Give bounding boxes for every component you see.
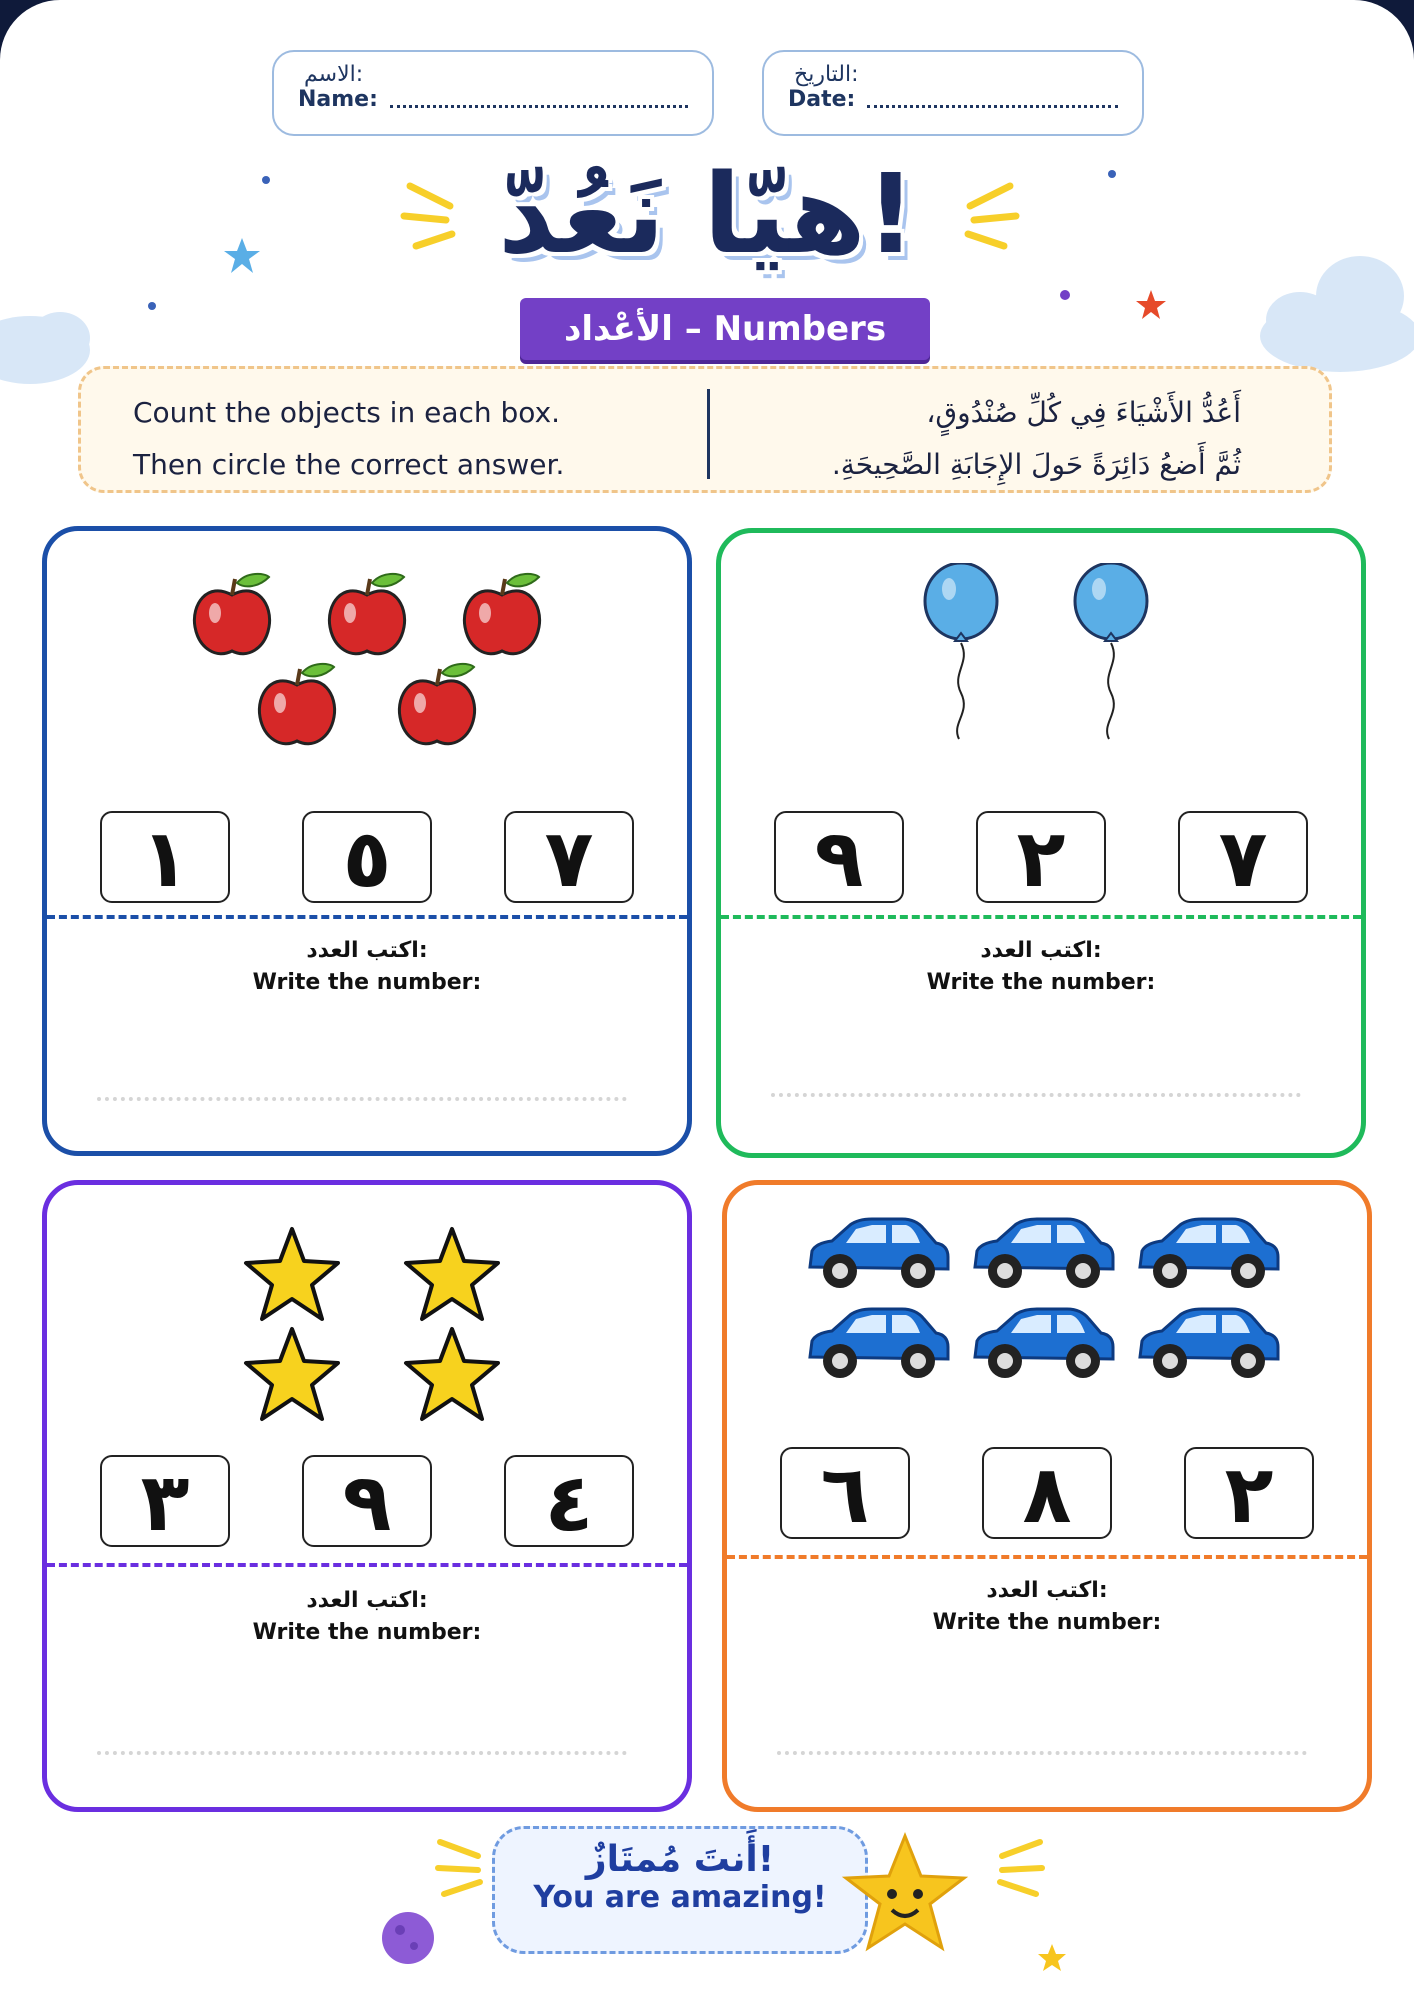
write-label-ar: اكتب العدد: bbox=[306, 938, 428, 963]
balloon-icon bbox=[921, 563, 1001, 743]
praise-banner bbox=[492, 1826, 868, 1954]
write-label-ar: اكتب العدد: bbox=[980, 938, 1102, 963]
apple-icon bbox=[457, 571, 547, 661]
cloud-left-icon bbox=[0, 290, 90, 400]
apple-icon bbox=[392, 661, 482, 751]
card-balloons bbox=[716, 528, 1366, 1158]
car-icon bbox=[802, 1215, 952, 1295]
choice-1[interactable]: ١ bbox=[100, 811, 230, 903]
choice-3[interactable]: ٧ bbox=[1178, 811, 1308, 903]
write-label bbox=[47, 1585, 687, 1649]
choices-row bbox=[721, 811, 1361, 903]
date-line[interactable] bbox=[867, 90, 1118, 108]
apple-icon bbox=[187, 571, 277, 661]
write-label-en: Write the number: bbox=[252, 970, 482, 995]
choices-row bbox=[727, 1447, 1367, 1539]
car-icon bbox=[967, 1215, 1117, 1295]
choice-1[interactable]: ٣ bbox=[100, 1455, 230, 1547]
smiling-star-icon bbox=[840, 1830, 970, 1960]
apple-icon bbox=[252, 661, 342, 751]
date-label-en: Date: bbox=[788, 87, 856, 112]
card-stars bbox=[42, 1180, 692, 1812]
name-field[interactable] bbox=[272, 50, 714, 136]
red-star-icon bbox=[1134, 288, 1168, 322]
instructions-en-line-1: Count the objects in each box. bbox=[133, 396, 561, 429]
card-apples bbox=[42, 526, 692, 1156]
answer-line[interactable] bbox=[777, 1751, 1307, 1755]
choices-row bbox=[47, 1455, 687, 1547]
choice-1[interactable]: ٩ bbox=[774, 811, 904, 903]
write-label bbox=[721, 935, 1361, 999]
instructions-ar-line-2: ثُمَّ أَضعُ دَائِرَةً حَولَ الإِجَابَةِ الصَّحِيحَةِ. bbox=[831, 448, 1241, 481]
choice-2[interactable]: ٨ bbox=[982, 1447, 1112, 1539]
balloon-icon bbox=[1071, 563, 1151, 743]
instructions-divider bbox=[707, 389, 710, 479]
car-icon bbox=[1132, 1305, 1282, 1385]
car-icon bbox=[1132, 1215, 1282, 1295]
sparkle-right-icon bbox=[986, 1834, 1046, 1904]
write-label bbox=[727, 1575, 1367, 1639]
write-label-en: Write the number: bbox=[926, 970, 1156, 995]
choice-2[interactable]: ٩ bbox=[302, 1455, 432, 1547]
date-field[interactable] bbox=[762, 50, 1144, 136]
card-divider bbox=[727, 1555, 1367, 1559]
write-label bbox=[47, 935, 687, 999]
name-label-ar: الاسم: bbox=[304, 62, 364, 87]
praise-ar: أَنتَ مُمتَازٌ! bbox=[585, 1839, 775, 1880]
planet-icon bbox=[380, 1910, 436, 1966]
write-label-en: Write the number: bbox=[252, 1620, 482, 1645]
answer-line[interactable] bbox=[97, 1751, 627, 1755]
apple-icon bbox=[322, 571, 412, 661]
star-icon bbox=[242, 1325, 342, 1425]
choice-2[interactable]: ٥ bbox=[302, 811, 432, 903]
dot-icon bbox=[1060, 290, 1070, 300]
name-label-en: Name: bbox=[298, 87, 378, 112]
choice-2[interactable]: ٢ bbox=[976, 811, 1106, 903]
star-icon bbox=[242, 1225, 342, 1325]
card-divider bbox=[47, 1563, 687, 1567]
star-icon bbox=[402, 1225, 502, 1325]
title-ribbon: الأعْداد – Numbers bbox=[520, 298, 930, 360]
small-star-icon bbox=[1036, 1942, 1068, 1974]
choices-row bbox=[47, 811, 687, 903]
sparkle-left-icon bbox=[434, 1834, 494, 1904]
dot-icon bbox=[148, 302, 156, 310]
date-label-ar: التاريخ: bbox=[794, 62, 859, 87]
write-label-en: Write the number: bbox=[932, 1610, 1162, 1635]
car-icon bbox=[802, 1305, 952, 1385]
choice-1[interactable]: ٦ bbox=[780, 1447, 910, 1539]
card-divider bbox=[721, 915, 1361, 919]
page-title: هيّا نَعُدّ! bbox=[498, 150, 916, 278]
name-line[interactable] bbox=[390, 90, 688, 108]
write-label-ar: اكتب العدد: bbox=[986, 1578, 1108, 1603]
card-cars bbox=[722, 1180, 1372, 1812]
car-icon bbox=[967, 1305, 1117, 1385]
choice-3[interactable]: ٢ bbox=[1184, 1447, 1314, 1539]
write-label-ar: اكتب العدد: bbox=[306, 1588, 428, 1613]
instructions-en-line-2: Then circle the correct answer. bbox=[133, 448, 565, 481]
star-icon bbox=[402, 1325, 502, 1425]
answer-line[interactable] bbox=[97, 1097, 627, 1101]
answer-line[interactable] bbox=[771, 1093, 1301, 1097]
praise-en: You are amazing! bbox=[533, 1880, 827, 1915]
instructions-en bbox=[133, 387, 564, 491]
choice-3[interactable]: ٤ bbox=[504, 1455, 634, 1547]
choice-3[interactable]: ٧ bbox=[504, 811, 634, 903]
card-divider bbox=[47, 915, 687, 919]
instructions-ar bbox=[832, 387, 1241, 491]
instructions-ar-line-1: أَعُدُّ الأَشْيَاءَ فِي كُلِّ صُنْدُوقٍ، bbox=[926, 396, 1241, 429]
instructions-box bbox=[78, 366, 1332, 493]
